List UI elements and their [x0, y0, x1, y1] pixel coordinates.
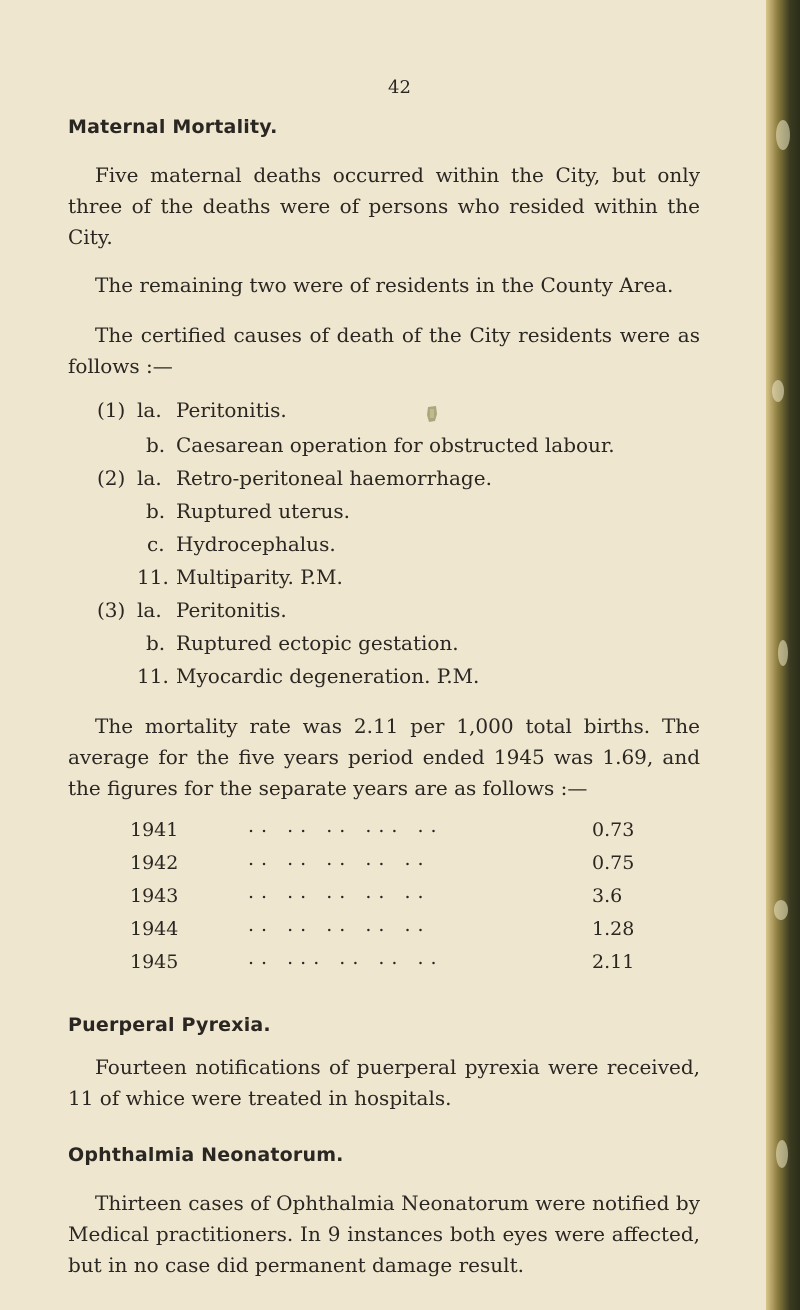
rate-value: 2.11: [592, 951, 635, 973]
paragraph-remaining-residents: The remaining two were of residents in the County Area.: [95, 273, 674, 297]
cause-text: Peritonitis.: [176, 398, 287, 422]
cause-letter: c.: [147, 532, 165, 556]
rate-value: 1.28: [592, 918, 635, 940]
cause-letter: b.: [146, 433, 166, 457]
cause-letter: 11.: [137, 565, 169, 589]
rate-year: 1943: [130, 885, 179, 907]
rate-year: 1945: [130, 951, 179, 973]
cause-letter: b.: [146, 499, 166, 523]
cause-text: Myocardic degeneration. P.M.: [176, 664, 480, 688]
cause-text: Retro-peritoneal haemorrhage.: [176, 466, 492, 490]
paragraph-maternal-deaths: Five maternal deaths occurred within the City, but only three of the deaths were of persons who resided within the City.: [68, 163, 700, 249]
rate-value: 0.75: [592, 852, 635, 874]
leader-dots: .. .. .. .. ..: [248, 848, 431, 870]
leader-dots: .. ... .. .. ..: [248, 947, 444, 969]
cause-text: Hydrocephalus.: [176, 532, 336, 556]
rate-value: 0.73: [592, 819, 635, 841]
cause-text: Peritonitis.: [176, 598, 287, 622]
heading-maternal-mortality: Maternal Mortality.: [68, 116, 278, 138]
paragraph-ophthalmia: Thirteen cases of Ophthalmia Neonatorum were notified by Medical practitioners. In 9 instances both eyes were affected, but in no case did permanent damage result.: [68, 1191, 700, 1277]
cause-text: Ruptured ectopic gestation.: [176, 631, 459, 655]
cause-text: Multiparity. P.M.: [176, 565, 343, 589]
heading-puerperal-pyrexia: Puerperal Pyrexia.: [68, 1014, 271, 1036]
cause-text: Caesarean operation for obstructed labour.: [176, 433, 615, 457]
cause-letter: la.: [137, 598, 162, 622]
cause-text: Ruptured uterus.: [176, 499, 351, 523]
cause-letter: la.: [137, 466, 162, 490]
cause-num: (3): [97, 598, 126, 622]
rate-value: 3.6: [592, 885, 623, 907]
leader-dots: .. .. .. ... ..: [248, 815, 444, 837]
cause-letter: 11.: [137, 664, 169, 688]
cause-letter: b.: [146, 631, 166, 655]
leader-dots: .. .. .. .. ..: [248, 881, 431, 903]
cause-letter: la.: [137, 398, 162, 422]
rate-year: 1944: [130, 918, 179, 940]
cause-num: (2): [97, 466, 126, 490]
paragraph-certified-causes: The certified causes of death of the City residents were as follows :—: [68, 323, 700, 378]
rate-year: 1942: [130, 852, 179, 874]
heading-ophthalmia-neonatorum: Ophthalmia Neonatorum.: [68, 1144, 344, 1166]
rate-year: 1941: [130, 819, 179, 841]
paragraph-pyrexia: Fourteen notifications of puerperal pyrexia were received, 11 of whice were treated in hospitals.: [68, 1055, 700, 1110]
paragraph-mortality-rate: The mortality rate was 2.11 per 1,000 total births. The average for the five years period ended 1945 was 1.69, and the figures for the separate years are as follows :—: [68, 714, 700, 800]
ink-blot-icon: [425, 405, 439, 423]
cause-num: (1): [97, 398, 126, 422]
leader-dots: .. .. .. .. ..: [248, 914, 431, 936]
page-number: 42: [388, 77, 411, 98]
page-edge-shadow: [766, 0, 800, 1310]
